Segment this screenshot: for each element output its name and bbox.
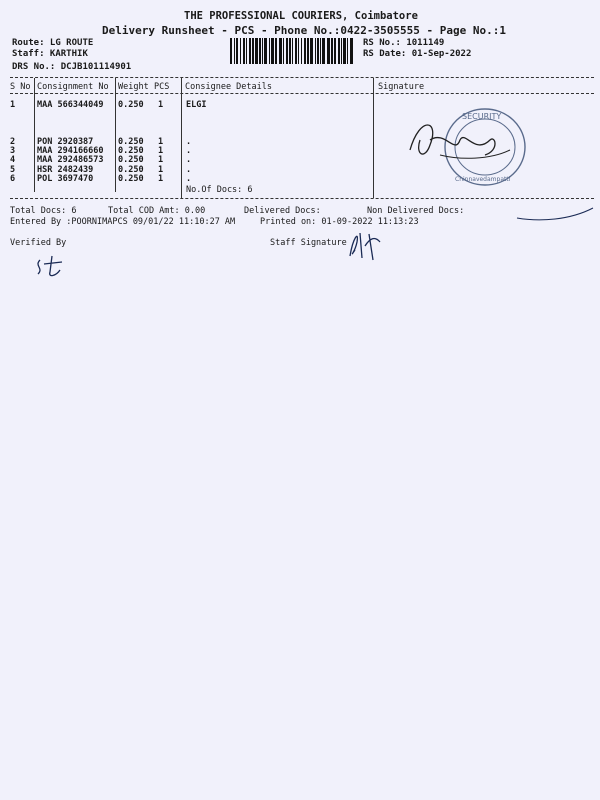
row-consignee: . xyxy=(186,155,192,165)
row-weight: 0.250 xyxy=(118,146,144,156)
row-pcs: 1 xyxy=(158,137,164,147)
stamp-text-bottom: Chinnavedampatti xyxy=(455,176,511,183)
row-consignment: MAA 294166660 xyxy=(37,146,104,156)
row-pcs: 1 xyxy=(158,155,164,165)
staff-signature-scribble xyxy=(345,228,390,262)
barcode xyxy=(230,38,356,64)
delivered-docs: Delivered Docs: xyxy=(244,206,321,216)
row-consignee: . xyxy=(186,137,192,147)
non-delivered-docs: Non Delivered Docs: xyxy=(367,206,465,216)
entered-by: Entered By :POORNIMAPCS 09/01/22 11:10:27 AM xyxy=(10,217,236,227)
row-sno: 3 xyxy=(10,146,16,156)
company-name: THE PROFESSIONAL COURIERS, Coimbatore xyxy=(184,10,418,22)
col-header-weight: Weight xyxy=(118,82,149,92)
no-of-docs: No.Of Docs: 6 xyxy=(186,185,253,195)
row-consignee: ELGI xyxy=(186,100,207,110)
col-header-signature: Signature xyxy=(378,82,425,92)
col-header-consignee: Consignee Details xyxy=(185,82,272,92)
pen-stroke xyxy=(515,206,595,226)
col-divider xyxy=(115,78,116,192)
col-header-pcs: PCS xyxy=(154,82,170,92)
route-label: Route: LG ROUTE xyxy=(12,38,94,48)
printed-on: Printed on: 01-09-2022 11:13:23 xyxy=(260,217,419,227)
total-docs: Total Docs: 6 xyxy=(10,206,77,216)
row-sno: 5 xyxy=(10,165,16,175)
runsheet-title: Delivery Runsheet - PCS - Phone No.:0422-3505555 - Page No.:1 xyxy=(102,24,506,37)
rs-number: RS No.: 1011149 xyxy=(363,38,445,48)
row-consignee: . xyxy=(186,174,192,184)
staff-signature-label: Staff Signature xyxy=(270,238,347,248)
col-divider xyxy=(373,78,374,198)
divider-top xyxy=(10,77,594,78)
col-header-sno: S No xyxy=(10,82,31,92)
row-consignee: . xyxy=(186,146,192,156)
row-consignment: MAA 566344049 xyxy=(37,100,104,110)
staff-label: Staff: KARTHIK xyxy=(12,49,88,59)
col-header-consignment: Consignment No xyxy=(37,82,109,92)
drs-number: DRS No.: DCJB101114901 xyxy=(12,62,132,72)
row-weight: 0.250 xyxy=(118,137,144,147)
row-weight: 0.250 xyxy=(118,174,144,184)
row-sno: 2 xyxy=(10,137,16,147)
row-consignment: HSR 2482439 xyxy=(37,165,94,175)
divider-bottom xyxy=(10,198,594,199)
row-weight: 0.250 xyxy=(118,165,144,175)
row-sno: 6 xyxy=(10,174,16,184)
row-consignment: PON 2920387 xyxy=(37,137,94,147)
row-pcs: 1 xyxy=(158,146,164,156)
divider-header xyxy=(10,93,594,94)
verified-by: Verified By xyxy=(10,238,67,248)
rs-date: RS Date: 01-Sep-2022 xyxy=(363,49,472,59)
col-divider xyxy=(34,78,35,192)
row-weight: 0.250 xyxy=(118,155,144,165)
row-sno: 1 xyxy=(10,100,16,110)
verified-signature-scribble xyxy=(32,252,72,282)
row-consignment: POL 3697470 xyxy=(37,174,94,184)
row-pcs: 1 xyxy=(158,100,164,110)
row-weight: 0.250 xyxy=(118,100,144,110)
row-pcs: 1 xyxy=(158,165,164,175)
row-consignee: . xyxy=(186,165,192,175)
col-divider xyxy=(181,78,182,198)
total-cod: Total COD Amt: 0.00 xyxy=(108,206,206,216)
stamp-text-top: SECURITY xyxy=(462,112,502,121)
row-consignment: MAA 292486573 xyxy=(37,155,104,165)
row-sno: 4 xyxy=(10,155,16,165)
row-pcs: 1 xyxy=(158,174,164,184)
